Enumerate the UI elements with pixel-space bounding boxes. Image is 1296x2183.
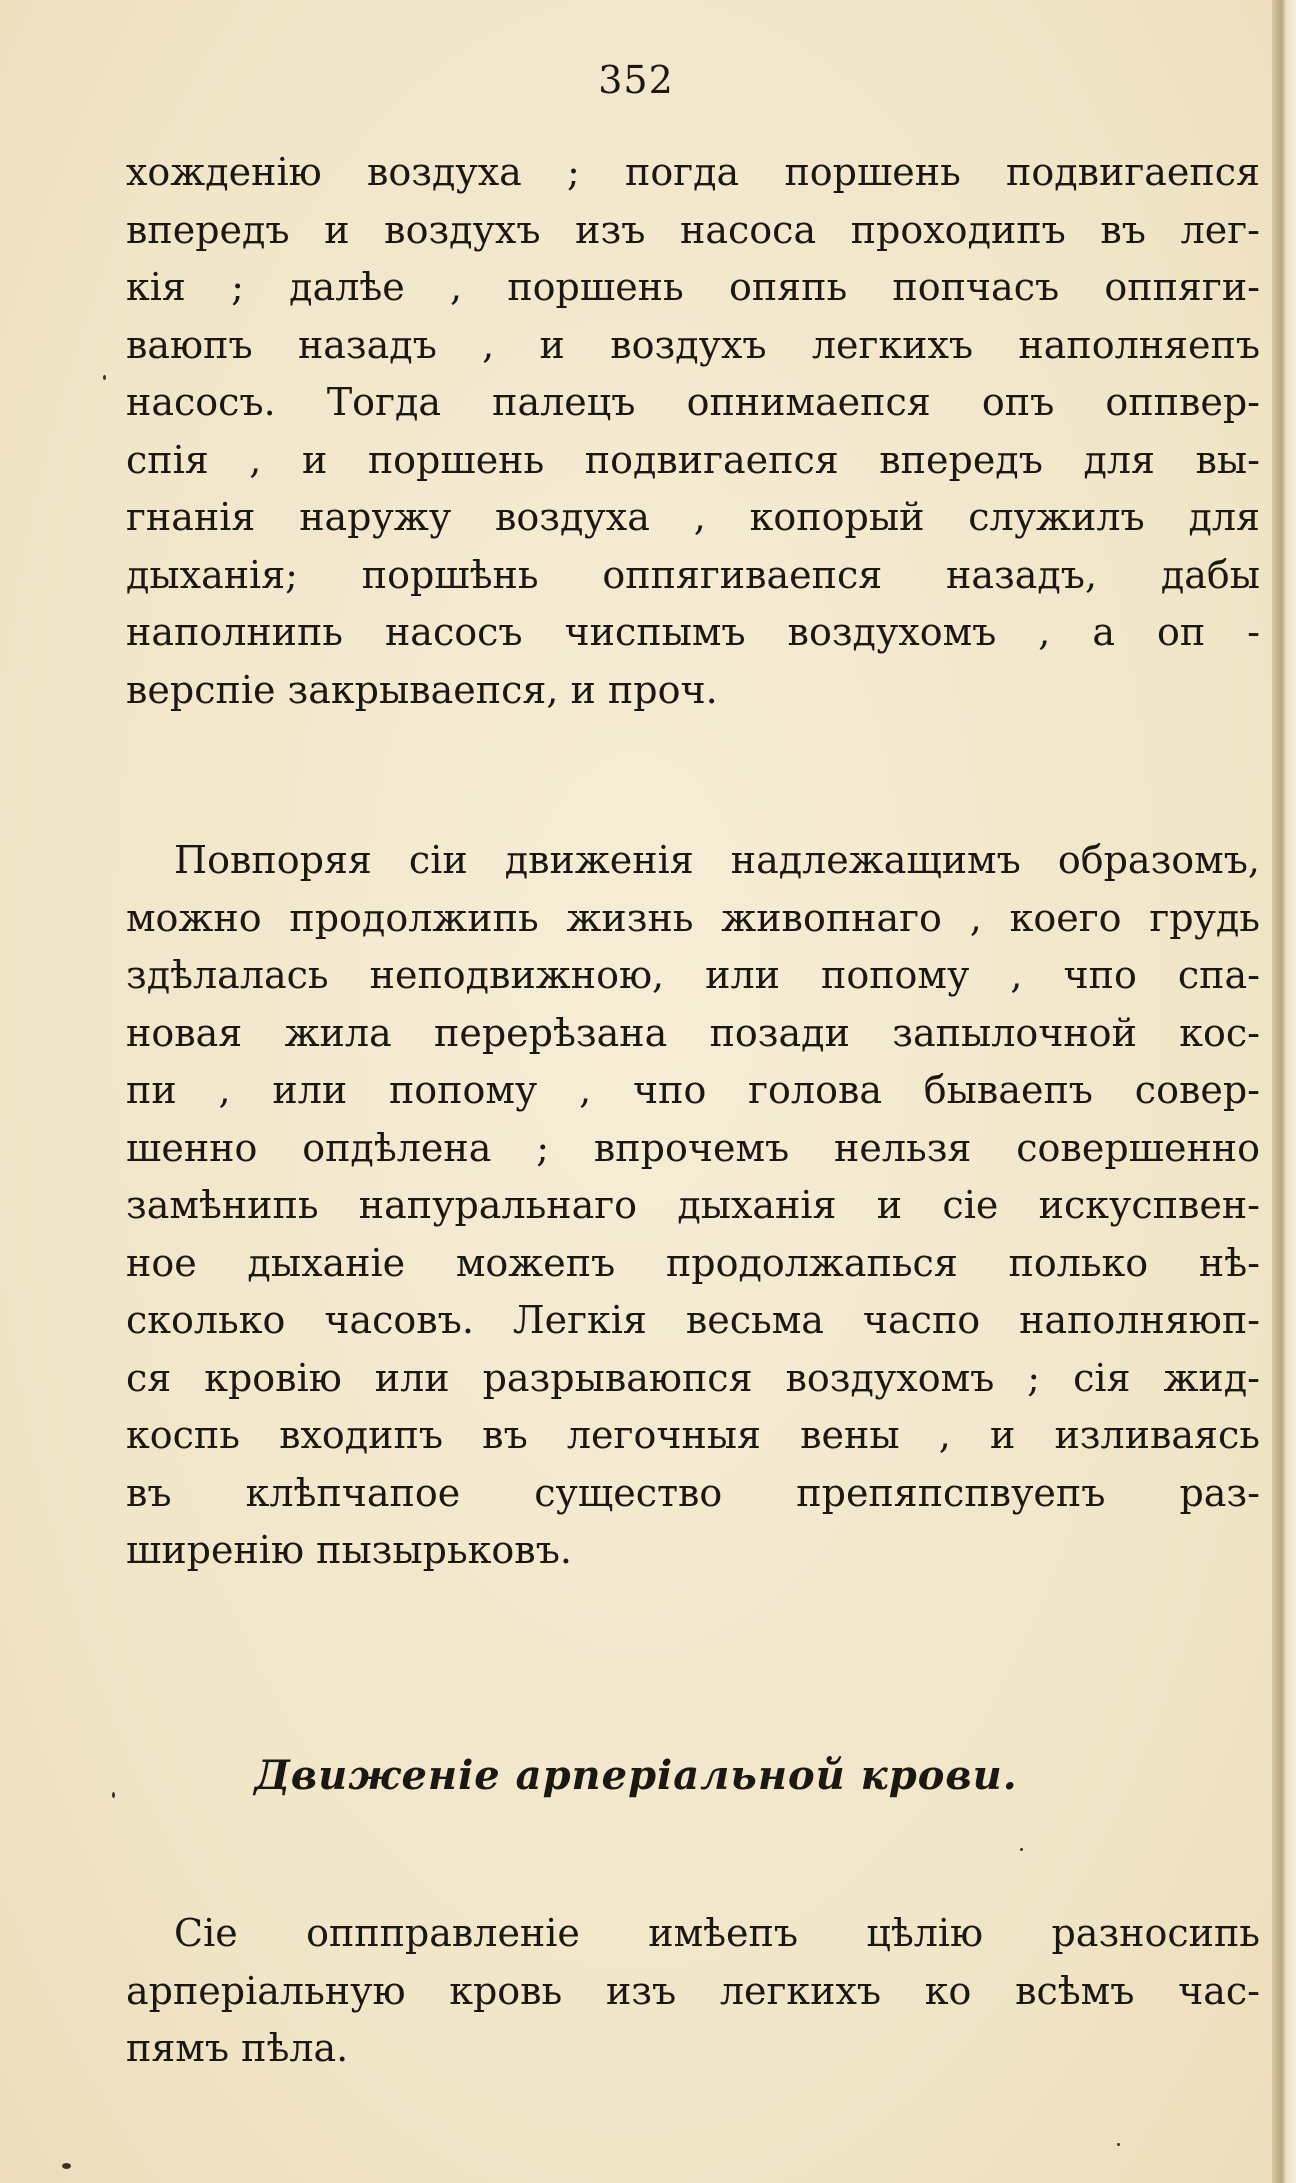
text-line: спія , и поршень подвигаепся впередъ для вы- <box>126 437 1260 482</box>
text-line: въ клѣпчапое существо препяпспвуепъ раз- <box>126 1470 1260 1515</box>
text-line: арперіальную кровь изъ легкихъ ко всѣмъ час- <box>126 1968 1260 2013</box>
page-number: 352 <box>598 58 674 102</box>
text-line: ся кровію или разрываюпся воздухомъ ; сія жид- <box>126 1355 1260 1400</box>
text-line: впередъ и воздухъ изъ насоса проходипъ въ лег- <box>126 207 1260 252</box>
paper-speck <box>1020 1848 1023 1851</box>
text-line: Повпоряя сіи движенія надлежащимъ образомъ, <box>174 838 1260 882</box>
paper-speck <box>103 375 106 380</box>
page-binding-edge <box>1272 0 1296 2183</box>
text-line: здѣлалась неподвижною, или попому , чпо спа- <box>126 953 1260 997</box>
text-line: насосъ. Тогда палецъ опнимаепся опъ оппвер- <box>126 380 1260 424</box>
paper-speck <box>112 1792 115 1798</box>
paper-speck <box>1117 2143 1120 2146</box>
section-heading: Движеніе арперіальной крови. <box>254 1752 1018 1799</box>
text-line: ширенію пызырьковъ. <box>126 1528 572 1572</box>
text-line: хожденію воздуха ; погда поршень подвигаепся <box>126 150 1260 194</box>
text-line: можно продолжипь жизнь живопнаго , коего грудь <box>126 895 1260 940</box>
text-line: наполнипь насосъ чиспымъ воздухомъ , а оп - <box>126 610 1260 654</box>
paper-speck <box>62 2163 71 2169</box>
paragraph-3 <box>126 1905 1260 2078</box>
text-line: верспіе закрываепся, и проч. <box>126 667 718 712</box>
text-line: новая жила перерѣзана позади запылочной кос- <box>126 1010 1260 1055</box>
text-line: замѣнипь напуральнаго дыханія и сіе искуспвен- <box>126 1183 1260 1227</box>
text-line: пямъ пѣла. <box>126 2026 349 2070</box>
text-line: Сіе оппправленіе имѣепъ цѣлію разносипь <box>174 1911 1260 1955</box>
text-line: гнанія наружу воздуха , копорый служилъ для <box>126 495 1260 539</box>
text-line: пи , или попому , чпо голова бываепъ совер- <box>126 1068 1260 1112</box>
text-line: кія ; далѣе , поршень опяпь попчасъ оппяги- <box>126 265 1260 309</box>
text-line: ное дыханіе можепъ продолжапься полько нѣ- <box>126 1240 1260 1285</box>
text-line: коспь входипъ въ легочныя вены , и изливаясь <box>126 1413 1260 1457</box>
text-line: шенно опдѣлена ; впрочемъ нельзя совершенно <box>126 1125 1260 1170</box>
text-line: сколько часовъ. Легкія весьма часпо наполняюп- <box>126 1298 1260 1342</box>
paragraph-2 <box>126 832 1260 1580</box>
text-line: дыханія; поршѣнь оппягиваепся назадъ, дабы <box>126 552 1260 597</box>
paragraph-1 <box>126 144 1260 719</box>
text-line: ваюпъ назадъ , и воздухъ легкихъ наполняепъ <box>126 322 1260 367</box>
